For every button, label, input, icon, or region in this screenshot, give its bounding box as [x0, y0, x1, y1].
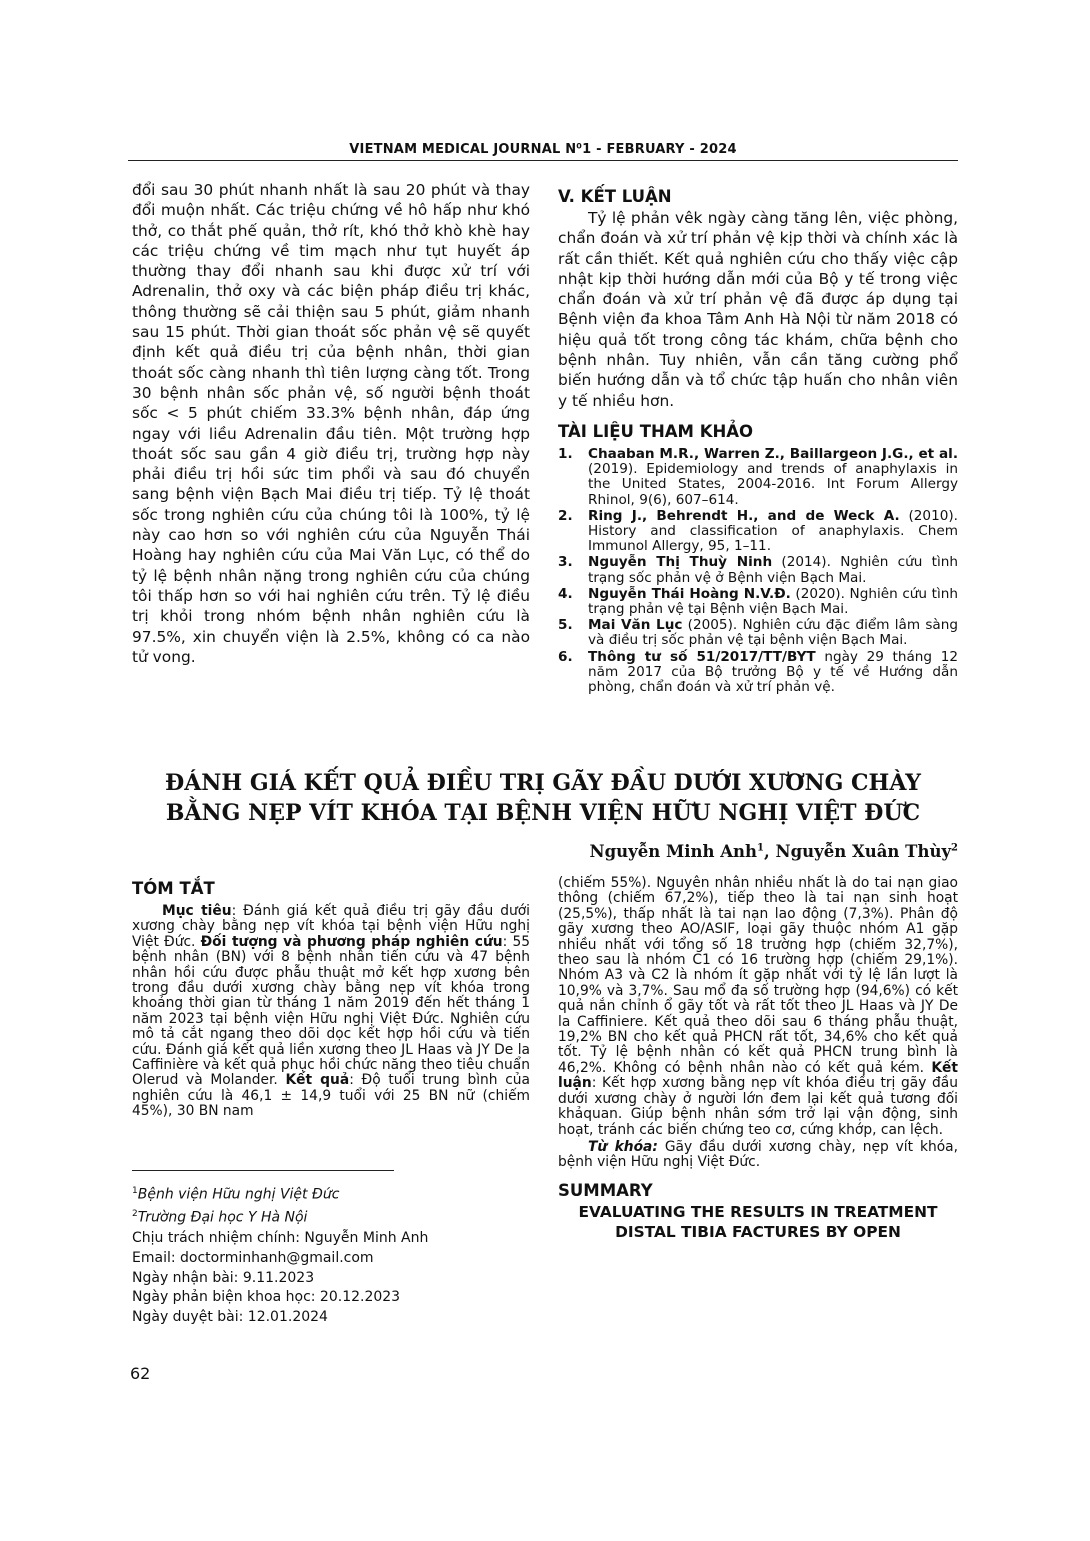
footnote-rule [132, 1170, 394, 1171]
reference-item: 1. Chaaban M.R., Warren Z., Baillargeon J.G., et al. (2019). Epidemiology and trends of anaphylaxis in the United States, 2004-2016. Int Forum Allergy Rhinol, 9(6), 607–614. [558, 445, 958, 508]
discussion-paragraph: đổi sau 30 phút nhanh nhất là sau 20 phút và thay đổi muộn nhất. Các triệu chứng về hô hấp như khó thở, co thắt phế quản, thở rít, khó thở khò khè hay các triệu chứng về tim mạch như tụt huyết áp thường thay đổi nhanh sau khi được xử trí với Adrenalin, thở oxy và các biện pháp điều trị khác, thông thường sẽ cải thiện sau 5 phút, giảm nhanh sau 15 phút. Thời gian thoát sốc phản vệ sẽ quyết định kết quả điều trị của bệnh nhân, thời gian thoát sốc càng nhanh thì tiên lượng càng tốt. Trong 30 bệnh nhân sốc phản vệ, số người bệnh thoát sốc < 5 phút chiếm 33.3% bệnh nhân, đáp ứng ngay với liều Adrenalin đầu tiên. Một trường hợp thoát sốc sau gần 4 giờ điều trị, trường hợp này phải điều trị hồi sức tim phổi và sau đó chuyển sang bệnh viện Bạch Mai điều trị tiếp. Tỷ lệ thoát sốc trong nghiên cứu của chúng tôi là 100%, tỷ lệ này cao hơn so với nghiên cứu của Nguyễn Thái Hoàng hay nghiên cứu của Mai Văn Lục, có thể do tỷ lệ bệnh nhân nặng trong nghiên cứu của chúng tôi thấp hơn so với hai nghiên cứu trên. Tỷ lệ điều trị khỏi trong nhóm bệnh nhân nghiên cứu là 97.5%, xin chuyển viện là 2.5%, không có ca nào tử vong. [132, 181, 530, 666]
abstract-paragraph: Mục tiêu: Đánh giá kết quả điều trị gãy đầu dưới xương chày bằng nẹp vít khóa tại bệnh viện Hữu nghị Việt Đức. Đối tượng và phương pháp nghiên cứu: 55 bệnh nhân (BN) với 8 bệnh nhân tiến cứu và 47 bệnh nhân hồi cứu được phẫu thuật mở kết hợp xương bên trong đầu dưới xương chày bằng nẹp vít khóa trong khoảng thời gian từ tháng 1 năm 2019 đến hết tháng 1 năm 2023 tại bệnh viện Hữu nghị Việt Đức. Nghiên cứu mô tả cắt ngang theo dõi dọc kết hợp hồi cứu và tiến cứu. Đánh giá kết quả liền xương theo JL Haas và JY De la Caffinière và kết quả phục hồi chức năng theo tiêu chuẩn Olerud và Molander. Kết quả: Độ tuổi trung bình của nghiên cứu là 46,1 ± 14,9 tuổi với 25 BN nữ (chiếm 45%), 30 BN nam [132, 903, 530, 1120]
author-email: Email: doctorminhanh@gmail.com [132, 1249, 374, 1266]
article-title [128, 768, 958, 828]
affiliation-2: $^2$Trường Đại học Y Hà Nội [132, 1209, 308, 1227]
review-date: Ngày phản biện khoa học: 20.12.2023 [132, 1289, 401, 1306]
keywords: Từ khóa: Gãy đầu dưới xương chày, nẹp vít khóa, bệnh viện Hữu nghị Việt Đức. [558, 1138, 958, 1171]
article-title-line: BẰNG NẸP VÍT KHÓA TẠI BỆNH VIỆN HỮU NGHỊ VIỆT ĐỨC [165, 800, 921, 826]
abstract-right-column [558, 876, 958, 1242]
responsible-author: Chịu trách nhiệm chính: Nguyễn Minh Anh [132, 1229, 429, 1246]
author-name: Nguyễn Xuân Thùy [775, 842, 952, 861]
references-heading: TÀI LIỆU THAM KHẢO [558, 421, 754, 441]
abstract-left-column [132, 878, 530, 1120]
english-title: EVALUATING THE RESULTS IN TREATMENT DISTAL TIBIA FACTURES BY OPEN [578, 1202, 938, 1241]
reference-item: 2. Ring J., Behrendt H., and de Weck A. (2010). History and classification of anaphylaxis. Chem Immunol Allergy, 95, 1–11. [558, 507, 958, 555]
reference-item: 3. Nguyễn Thị Thuỳ Ninh (2014). Nghiên cứu tình trạng sốc phản vệ ở Bệnh viện Bạch Mai. [558, 554, 958, 586]
author-name: Nguyễn Minh Anh [589, 842, 758, 861]
received-date: Ngày nhận bài: 9.11.2023 [132, 1269, 315, 1286]
conclusion-heading: V. KẾT LUẬN [558, 187, 672, 206]
reference-item: 4. Nguyễn Thái Hoàng N.V.Đ. (2020). Nghiên cứu tình trạng phản vệ tại Bệnh viện Bạch Mai. [558, 585, 958, 617]
footnotes [132, 1182, 530, 1328]
summary-heading: SUMMARY [558, 1180, 653, 1200]
abstract-heading: TÓM TẮT [132, 879, 215, 898]
header-rule [128, 160, 958, 161]
page-number: 62 [130, 1364, 151, 1383]
abstract-paragraph-cont: (chiếm 55%). Nguyên nhân nhiều nhất là do tai nạn giao thông (chiếm 67,2%), tiếp theo là tai nạn sinh hoạt (25,5%), thấp nhất là tai nạn lao động (7,3%). Phân độ gãy xương theo AO/ASIF, loại gãy thuộc nhóm A1 gặp nhiều nhất với tổng số 18 trường hợp (chiếm 32,7%), theo sau là nhóm C1 có 16 trường hợp (chiếm 29,1%). Nhóm A3 và C2 là nhóm ít gặp nhất với tỷ lệ lần lượt là 10,9% và 3,7%. Sau mổ đa số trường hợp (94,6%) có kết quả nắn chỉnh ổ gãy tốt và rất tốt theo JL Haas và JY De la Caffiniere. Kết quả theo dõi sau 6 tháng phẫu thuật, 19,2% BN cho kết quả PHCN rất tốt, 34,6% cho kết quả tốt. Tỷ lệ bệnh nhân có kết quả PHCN trung bình là 46,2%. Không có bệnh nhân nào có kết quả kém. Kết luận: Kết hợp xương bằng nẹp vít khóa điều trị gãy đầu dưới xương chày ở người lớn đem lại kết quả tương đối khảquan. Giúp bệnh nhân sớm trở lại vận động, sinh hoạt, tránh các biến chứng teo cơ, cứng khớp, can lệch. [558, 875, 958, 1138]
article-title-line: ĐÁNH GIÁ KẾT QUẢ ĐIỀU TRỊ GÃY ĐẦU DƯỚI XƯƠNG CHÀY [165, 770, 921, 796]
conclusion-paragraph: Tỷ lệ phản vêk ngày càng tăng lên, việc phòng, chẩn đoán và xử trí phản vệ kịp thời và chính xác là rất cần thiết. Kết quả nghiên cứu cho thấy việc cập nhật kịp thời hướng dẫn mới của Bộ y tế trong việc chẩn đoán và xử trí phản vệ đã được áp dụng tại Bệnh viện đa khoa Tâm Anh Hà Nội từ năm 2018 có hiệu quả tốt trong công tác khám, chữa bệnh cho bệnh nhân. Tuy nhiên, vẫn cần tăng cường phổ biến hướng dẫn và tổ chức tập huấn cho nhân viên y tế nhiều hơn. [558, 209, 958, 410]
left-column [132, 180, 530, 667]
right-column [558, 180, 958, 696]
affiliation-1: $^1$Bệnh viện Hữu nghị Việt Đức [132, 1186, 340, 1203]
reference-item: 5. Mai Văn Lục (2005). Nghiên cứu đặc điểm lâm sàng và điều trị sốc phản vệ tại bệnh viện Bạch Mai. [558, 617, 958, 649]
accepted-date: Ngày duyệt bài: 12.01.2024 [132, 1309, 328, 1326]
article-authors: Nguyễn Minh Anh$^1$, Nguyễn Xuân Thùy$^2$ [589, 842, 958, 861]
reference-item: 6. Thông tư số 51/2017/TT/BYT ngày 29 tháng 12 năm 2017 của Bộ trưởng Bộ y tế về Hướng dẫn phòng, chẩn đoán và xử trí phản vệ. [558, 648, 958, 696]
reference-list [558, 447, 958, 695]
journal-header: VIETNAM MEDICAL JOURNAL N⁰1 - FEBRUARY - 2024 [349, 142, 737, 157]
